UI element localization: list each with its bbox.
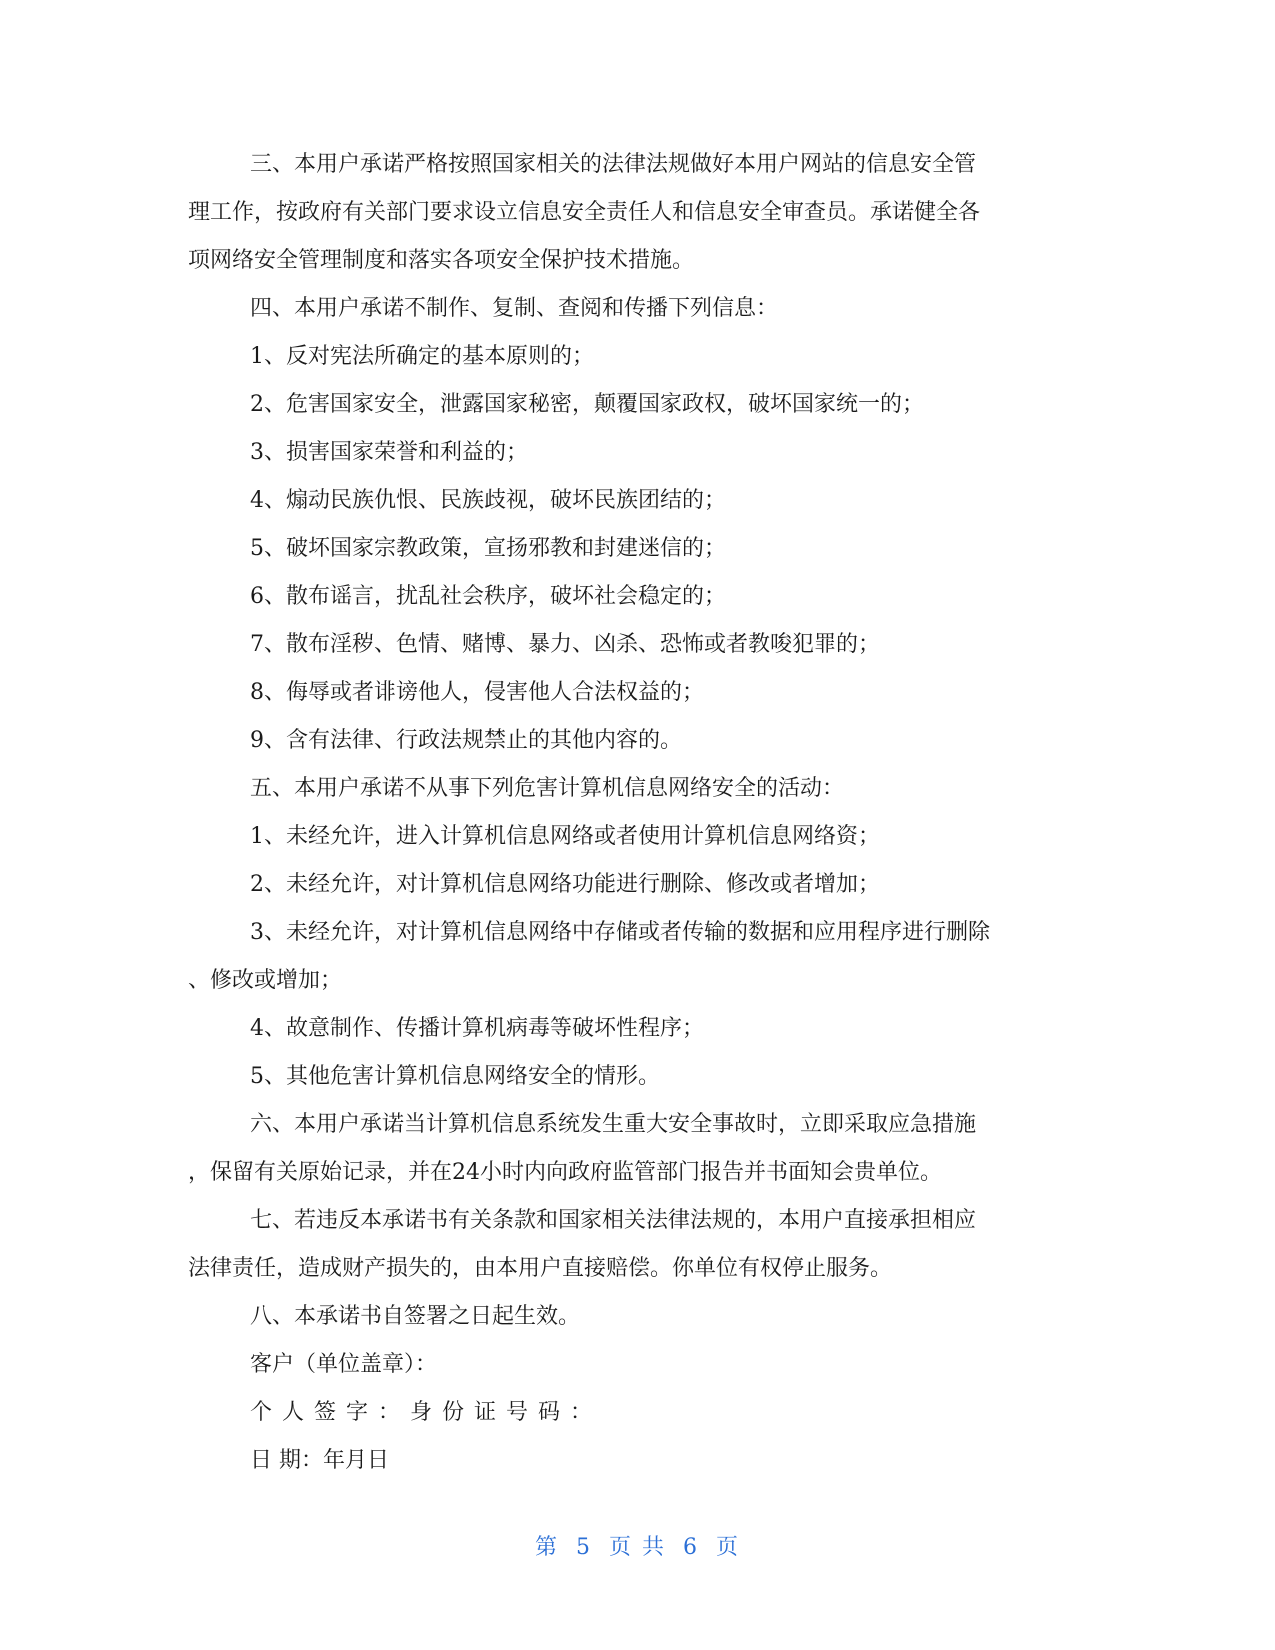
footer-prefix: 第 [534,1535,559,1560]
paragraph-5-heading: 五、本用户承诺不从事下列危害计算机信息网络安全的活动： [250,776,845,801]
date-label: 日 期：年月日 [250,1448,389,1473]
list-item-4-1: 1、反对宪法所确定的基本原则的； [250,344,594,369]
list-item-5-5: 5、其他危害计算机信息网络安全的情形。 [250,1064,660,1089]
paragraph-6-line-1: 六、本用户承诺当计算机信息系统发生重大安全事故时，立即采取应急措施 [250,1112,977,1137]
list-item-5-4: 4、故意制作、传播计算机病毒等破坏性程序； [250,1016,704,1041]
page-footer [0,1530,1275,1561]
list-item-4-4: 4、煽动民族仇恨、民族歧视，破坏民族团结的； [250,488,726,513]
list-item-5-3-line-2: 、修改或增加； [188,968,343,993]
list-item-4-8: 8、侮辱或者诽谤他人，侵害他人合法权益的； [250,680,704,705]
footer-suffix: 页 [716,1535,741,1560]
signature-id-label: 个人签字：身份证号码： [250,1400,603,1425]
customer-seal-label: 客户（单位盖章）： [250,1352,438,1377]
paragraph-3-line-3: 项网络安全管理制度和落实各项安全保护技术措施。 [188,248,695,273]
list-item-4-7: 7、散布淫秽、色情、赌博、暴力、凶杀、恐怖或者教唆犯罪的； [250,632,880,657]
list-item-4-2: 2、危害国家安全，泄露国家秘密，颠覆国家政权，破坏国家统一的； [250,392,924,417]
total-pages-number: 6 [683,1535,699,1560]
paragraph-4-heading: 四、本用户承诺不制作、复制、查阅和传播下列信息： [250,296,779,321]
paragraph-3-line-1: 三、本用户承诺严格按照国家相关的法律法规做好本用户网站的信息安全管 [250,152,977,177]
document-body [188,141,1088,1485]
paragraph-7-line-2: 法律责任，造成财产损失的，由本用户直接赔偿。你单位有权停止服务。 [188,1256,893,1281]
footer-middle: 页 共 [609,1535,666,1560]
list-item-4-3: 3、损害国家荣誉和利益的； [250,440,528,465]
paragraph-6-line-2: ，保留有关原始记录，并在24小时内向政府监管部门报告并书面知会贵单位。 [188,1160,942,1185]
list-item-4-6: 6、散布谣言，扰乱社会秩序，破坏社会稳定的； [250,584,726,609]
list-item-5-3-line-1: 3、未经允许，对计算机信息网络中存储或者传输的数据和应用程序进行删除 [250,920,990,945]
list-item-4-9: 9、含有法律、行政法规禁止的其他内容的。 [250,728,682,753]
list-item-5-2: 2、未经允许，对计算机信息网络功能进行删除、修改或者增加； [250,872,880,897]
list-item-4-5: 5、破坏国家宗教政策，宣扬邪教和封建迷信的； [250,536,726,561]
paragraph-3-line-2: 理工作，按政府有关部门要求设立信息安全责任人和信息安全审查员。承诺健全各 [188,200,981,225]
current-page-number: 5 [576,1535,592,1560]
list-item-5-1: 1、未经允许，进入计算机信息网络或者使用计算机信息网络资； [250,824,880,849]
paragraph-8: 八、本承诺书自签署之日起生效。 [250,1304,581,1329]
paragraph-7-line-1: 七、若违反本承诺书有关条款和国家相关法律法规的，本用户直接承担相应 [250,1208,977,1233]
